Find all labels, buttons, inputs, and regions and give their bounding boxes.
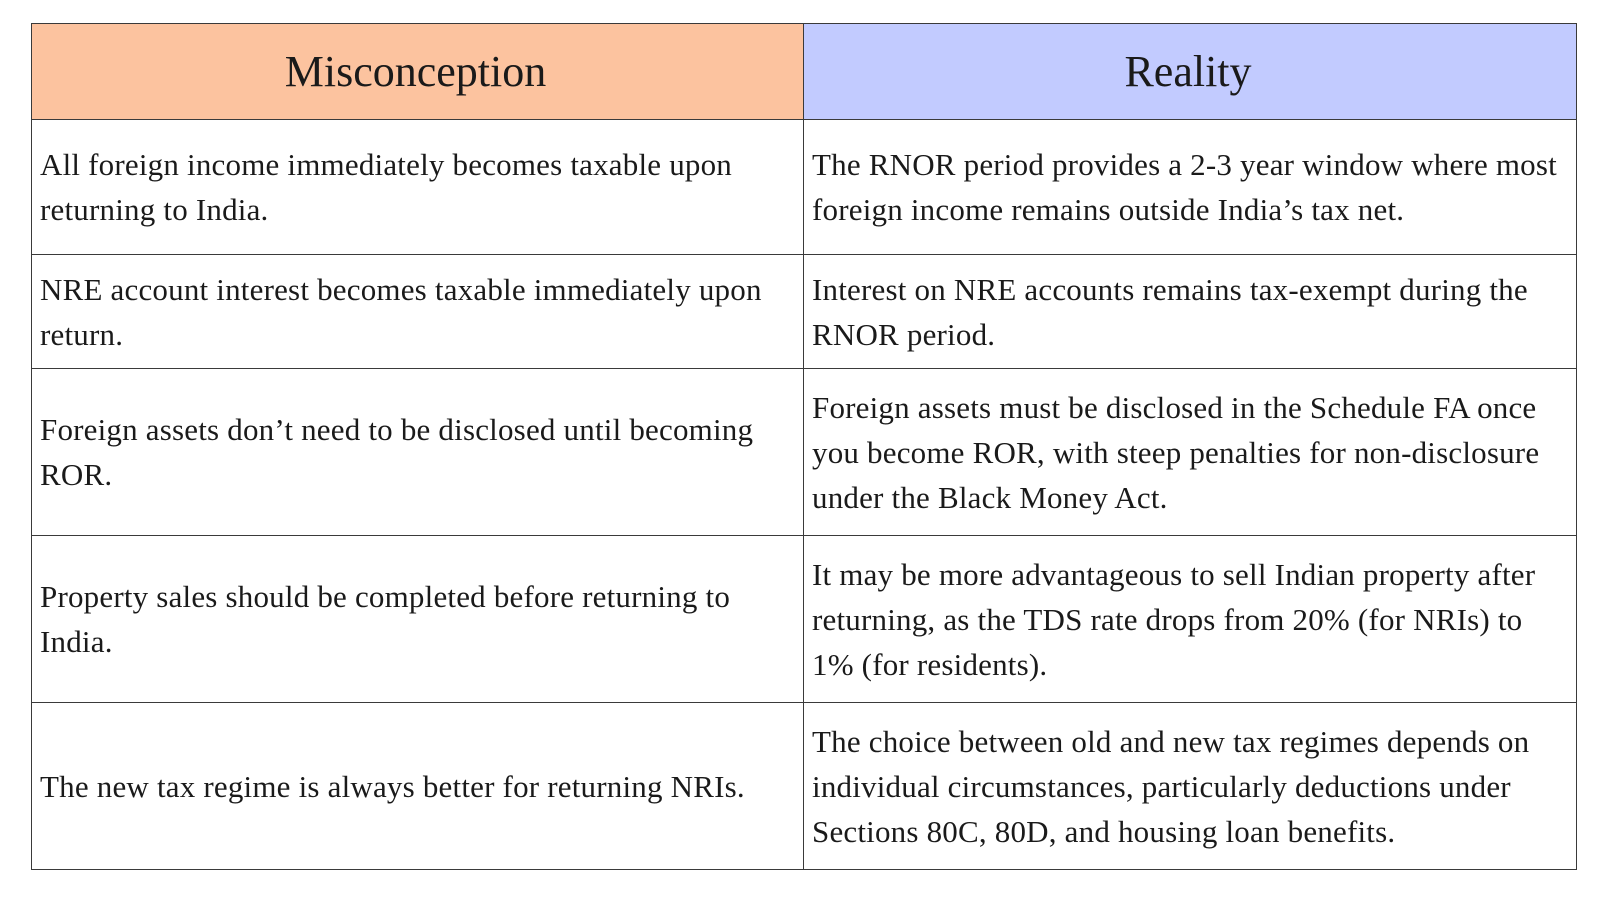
reality-cell: The choice between old and new tax regimes depends on individual circumstances, particularly deductions under Sections 80C, 80D, and housing loan benefits. — [804, 703, 1577, 870]
table-row — [32, 369, 1577, 536]
misconception-column-header: Misconception — [32, 24, 804, 120]
table-row — [32, 255, 1577, 369]
misconception-cell: The new tax regime is always better for returning NRIs. — [32, 703, 804, 870]
misconception-cell: All foreign income immediately becomes taxable upon returning to India. — [32, 120, 804, 255]
misconception-cell: Property sales should be completed before returning to India. — [32, 536, 804, 703]
reality-cell: The RNOR period provides a 2-3 year window where most foreign income remains outside India’s tax net. — [804, 120, 1577, 255]
table-row — [32, 703, 1577, 870]
reality-cell: Interest on NRE accounts remains tax-exempt during the RNOR period. — [804, 255, 1577, 369]
table-header-row — [32, 24, 1577, 120]
misconception-reality-table — [31, 23, 1577, 870]
reality-cell: It may be more advantageous to sell Indian property after returning, as the TDS rate drops from 20% (for NRIs) to 1% (for residents). — [804, 536, 1577, 703]
misconception-cell: Foreign assets don’t need to be disclosed until becoming ROR. — [32, 369, 804, 536]
reality-cell: Foreign assets must be disclosed in the Schedule FA once you become ROR, with steep penalties for non-disclosure under the Black Money Act. — [804, 369, 1577, 536]
table-row — [32, 120, 1577, 255]
table-row — [32, 536, 1577, 703]
reality-column-header: Reality — [804, 24, 1577, 120]
misconception-cell: NRE account interest becomes taxable immediately upon return. — [32, 255, 804, 369]
